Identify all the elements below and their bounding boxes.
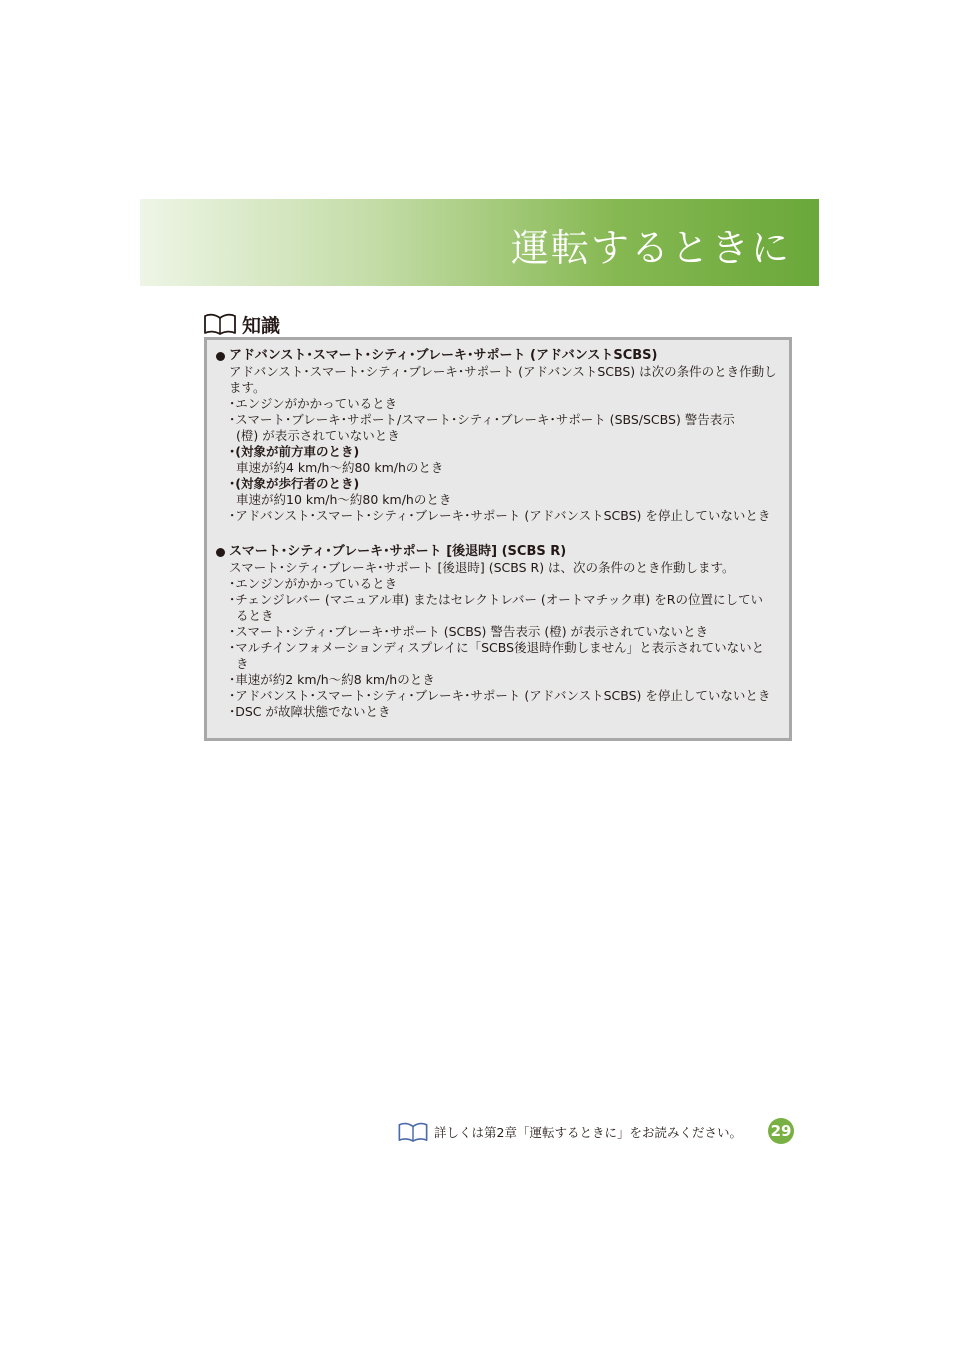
section-title-text: スマート･シティ･ブレーキ･サポート [後退時] (SCBS R) [229,544,567,559]
section-body [216,560,783,720]
chapter-header-band [140,199,819,286]
body-line: アドバンスト･スマート･シティ･ブレーキ･サポート (アドバンストSCBS) は次の条件のとき作動します。 [229,364,777,395]
section-title [216,348,783,364]
book-icon [398,1122,428,1142]
chapter-title: 運転するときに [510,226,791,270]
bullet-icon [216,548,225,557]
body-line: ･エンジンがかかっているとき [229,576,398,591]
section-title-text: アドバンスト･スマート･シティ･ブレーキ･サポート (アドバンストSCBS) [229,348,658,363]
book-icon [204,313,236,335]
body-line: ･(対象が歩行者のとき) [229,476,360,491]
footer-reference-text: 詳しくは第2章「運転するときに」をお読みください。 [434,1125,742,1140]
body-line: ･チェンジレバー (マニュアル車) またはセレクトレバー (オートマチック車) をRの位置にしてい [229,592,763,607]
body-line: (橙) が表示されていないとき [236,428,400,443]
section-title [216,544,783,560]
body-line: ･車速が約2 km/h～約8 km/hのとき [229,672,435,687]
section-advanced-scbs [216,348,783,524]
body-line: スマート･シティ･ブレーキ･サポート [後退時] (SCBS R) は、次の条件のとき作動します。 [229,560,735,575]
knowledge-box [204,337,792,741]
body-line: 車速が約4 km/h～約80 km/hのとき [236,460,444,475]
body-line: ･スマート･ブレーキ･サポート/スマート･シティ･ブレーキ･サポート (SBS/SCBS) 警告表示 [229,412,735,427]
body-line: ･マルチインフォメーションディスプレイに「SCBS後退時作動しません」と表示されていないと [229,640,765,655]
page-number-badge: 29 [768,1118,794,1144]
body-line: ･アドバンスト･スマート･シティ･ブレーキ･サポート (アドバンストSCBS) を停止していないとき [229,688,771,703]
footer-reference [398,1120,742,1144]
knowledge-label: 知識 [242,314,281,337]
body-line: ･アドバンスト･スマート･シティ･ブレーキ･サポート (アドバンストSCBS) を停止していないとき [229,508,771,523]
body-line: き [236,656,249,671]
body-line: ･DSC が故障状態でないとき [229,704,391,719]
bullet-icon [216,352,225,361]
body-line: ･スマート･シティ･ブレーキ･サポート (SCBS) 警告表示 (橙) が表示されていないとき [229,624,709,639]
body-line: ･エンジンがかかっているとき [229,396,398,411]
body-line: るとき [236,608,274,623]
section-scbs-r [216,544,783,720]
section-body [216,364,783,524]
knowledge-heading [204,310,280,338]
body-line: ･(対象が前方車のとき) [229,444,360,459]
body-line: 車速が約10 km/h～約80 km/hのとき [236,492,452,507]
